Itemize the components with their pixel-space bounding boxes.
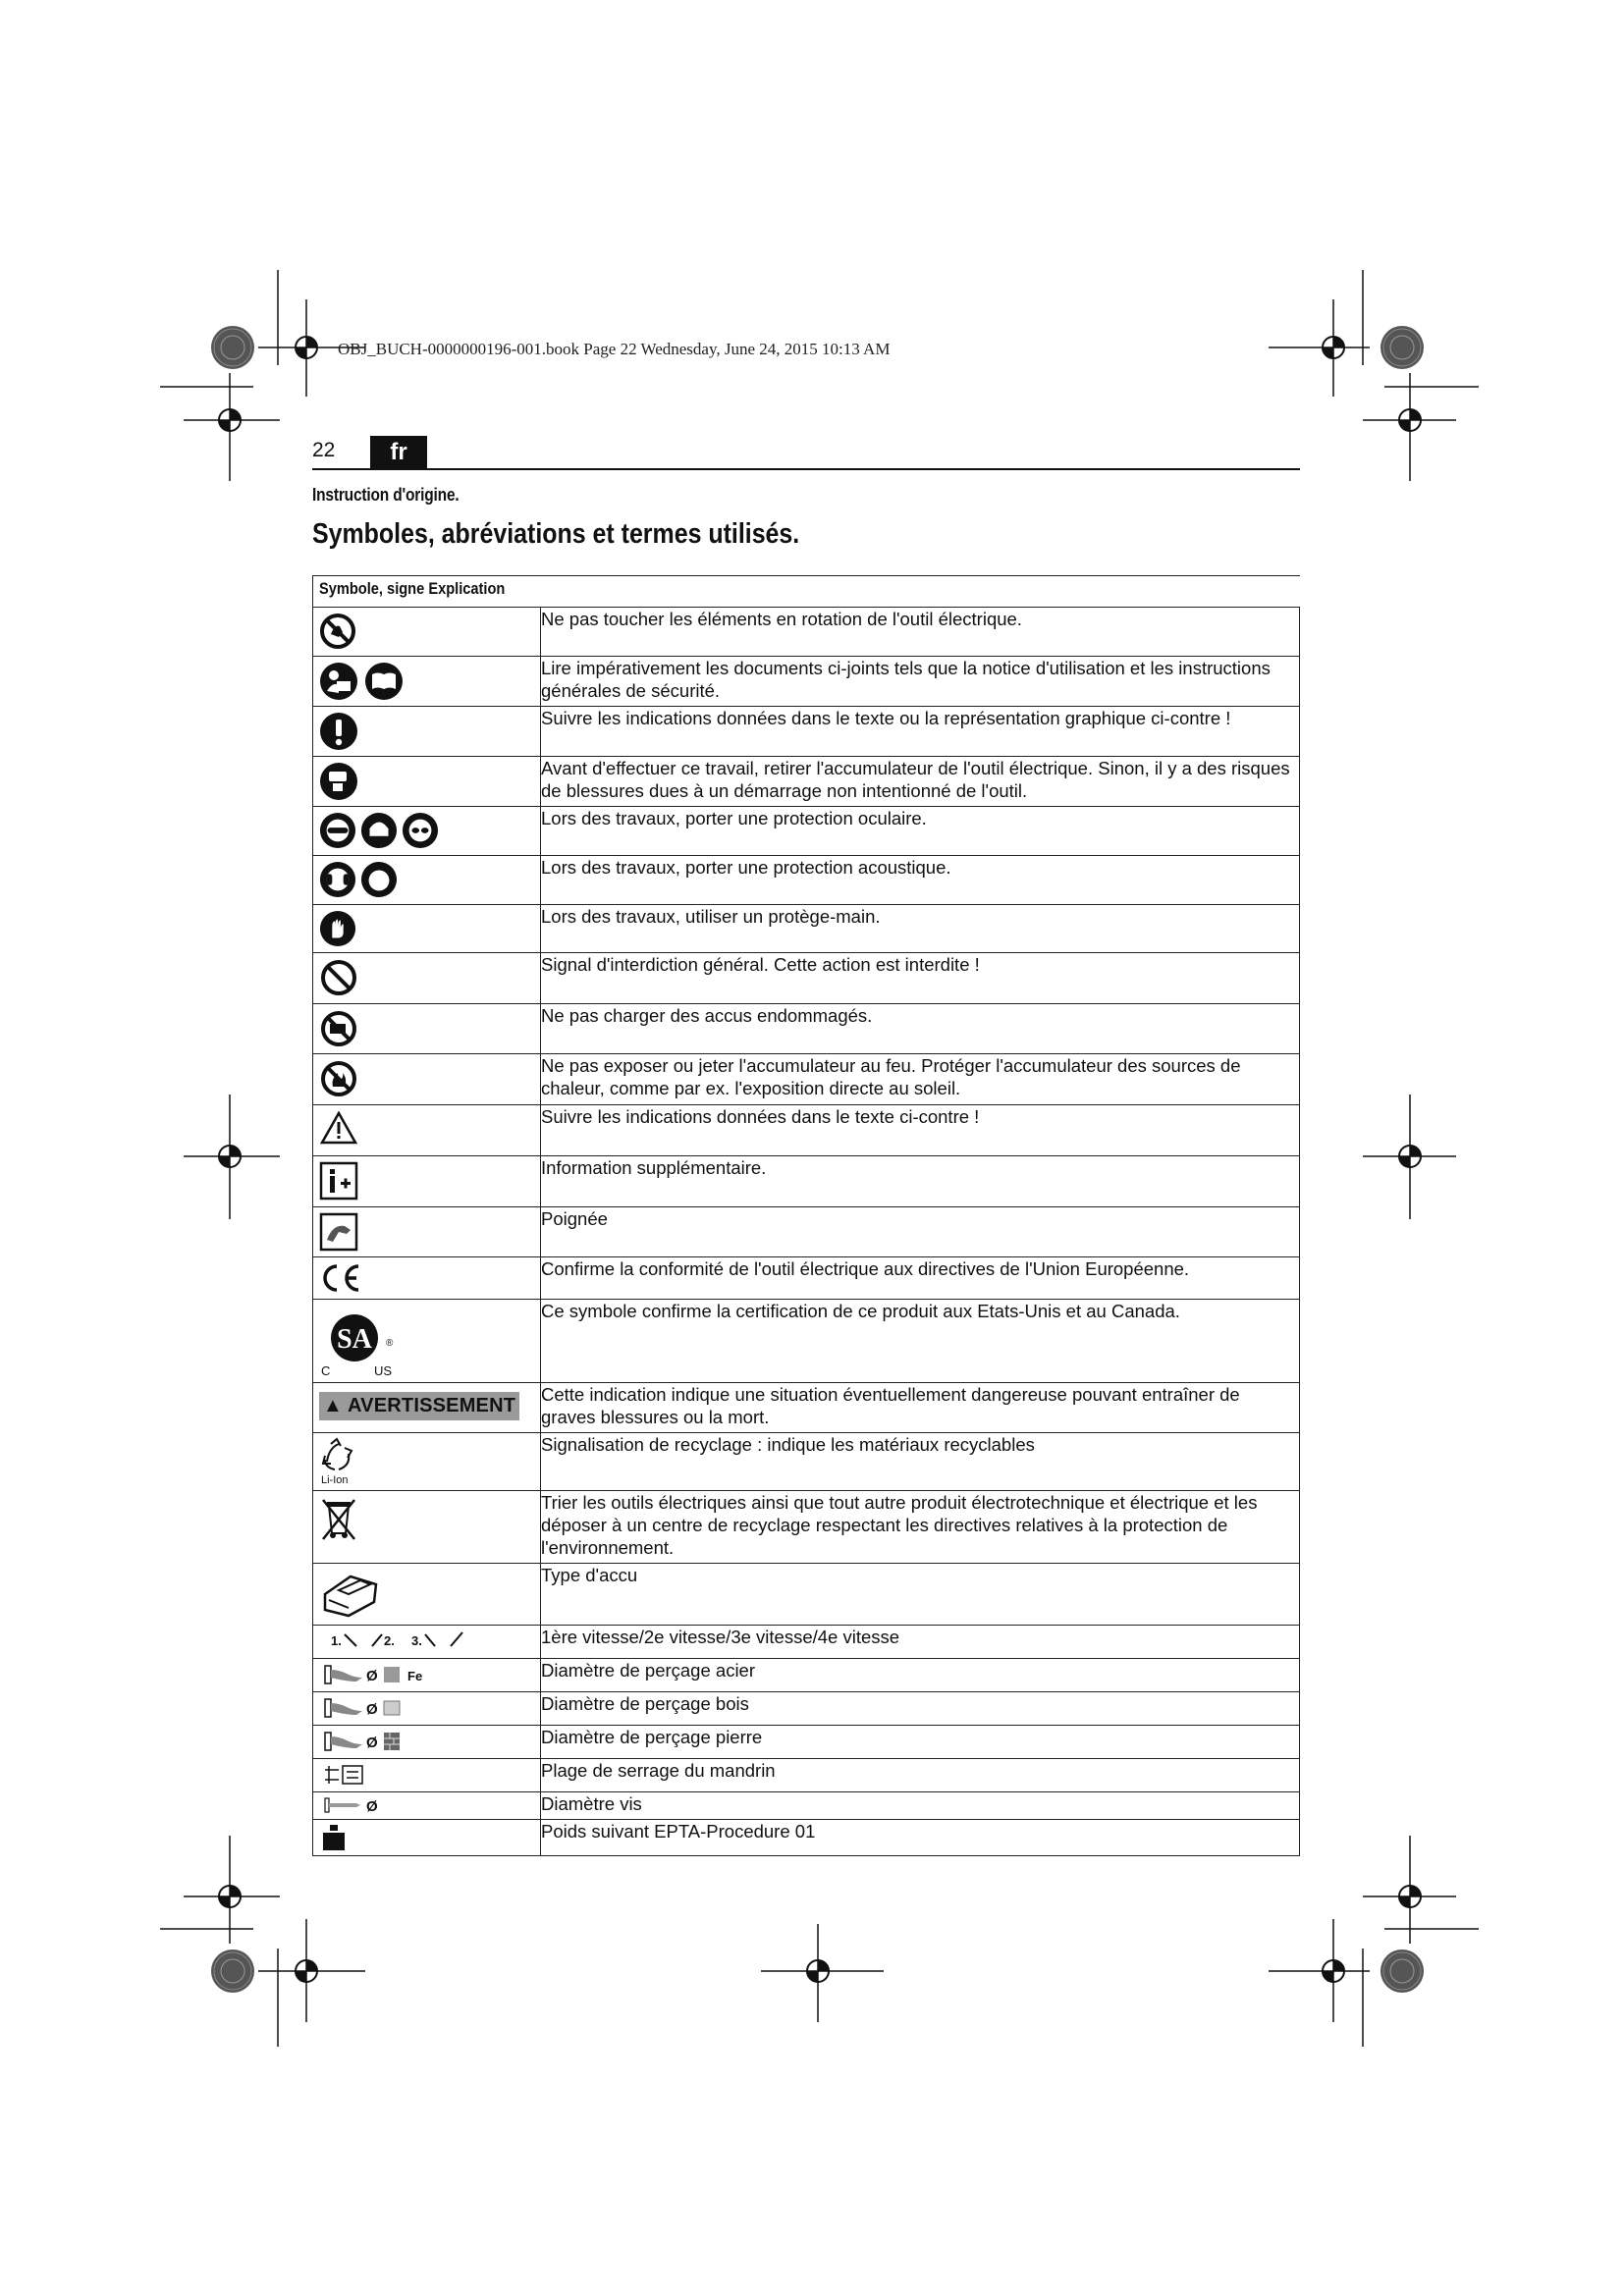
- battery-type-icon: [319, 1569, 382, 1620]
- diam-label: Ø: [366, 1668, 378, 1684]
- table-row: [313, 1004, 1300, 1054]
- table-row: [313, 1792, 1300, 1820]
- drill-wood-icon: [319, 1695, 457, 1721]
- handle-icon: [319, 1212, 358, 1252]
- row-text: Type d'accu: [541, 1564, 1300, 1626]
- svg-text:®: ®: [386, 1338, 394, 1349]
- weee-bin-icon: [319, 1496, 358, 1541]
- diam-label: Ø: [366, 1701, 378, 1718]
- table-row: [313, 1054, 1300, 1105]
- row-text: 1ère vitesse/2e vitesse/3e vitesse/4e vitesse: [541, 1626, 1300, 1659]
- row-text: Diamètre de perçage pierre: [541, 1726, 1300, 1759]
- table-row: [313, 1820, 1300, 1856]
- row-text: Confirme la conformité de l'outil électrique aux directives de l'Union Européenne.: [541, 1257, 1300, 1300]
- row-text: Lors des travaux, utiliser un protège-main.: [541, 905, 1300, 953]
- table-row: [313, 608, 1300, 657]
- csa-us-label: US: [374, 1363, 393, 1377]
- header-symbol: Symbole, signe: [319, 579, 425, 598]
- table-row: [313, 1726, 1300, 1759]
- table-row: [313, 953, 1300, 1004]
- csa-mark-icon: [319, 1305, 407, 1377]
- table-row: [313, 657, 1300, 707]
- row-text: Poignée: [541, 1207, 1300, 1257]
- header-rule: [312, 468, 1300, 470]
- row-text: Diamètre de perçage acier: [541, 1659, 1300, 1692]
- table-row: [313, 1692, 1300, 1726]
- read-manual-icon: [364, 662, 404, 701]
- row-text: Suivre les indications données dans le texte ou la représentation graphique ci-contre !: [541, 707, 1300, 757]
- ear-protection-icon: [319, 861, 356, 898]
- page-title: Symboles, abréviations et termes utilisés.: [312, 518, 800, 550]
- table-row: [313, 1207, 1300, 1257]
- mandatory-exclamation-icon: [319, 712, 358, 751]
- row-text: Poids suivant EPTA-Procedure 01: [541, 1820, 1300, 1856]
- hand-protection-icon: [319, 910, 356, 947]
- fe-label: Fe: [407, 1669, 423, 1683]
- remove-battery-icon: [319, 762, 358, 801]
- screw-diameter-icon: [319, 1794, 398, 1816]
- ce-mark-icon: [319, 1262, 364, 1294]
- row-text: Lors des travaux, porter une protection acoustique.: [541, 856, 1300, 905]
- warning-label: ▲ AVERTISSEMENT: [319, 1392, 519, 1420]
- table-row: [313, 1300, 1300, 1383]
- row-text: Suivre les indications données dans le texte ci-contre !: [541, 1105, 1300, 1156]
- row-text: Diamètre de perçage bois: [541, 1692, 1300, 1726]
- language-badge: fr: [370, 436, 427, 468]
- table-row: [313, 856, 1300, 905]
- table-row: [313, 1257, 1300, 1300]
- prohibition-icon: [319, 958, 358, 997]
- warning-badge-text: AVERTISSEMENT: [348, 1395, 516, 1416]
- no-fire-battery-icon: [319, 1059, 358, 1098]
- row-text: Ne pas exposer ou jeter l'accumulateur au feu. Protéger l'accumulateur des sources de chaleur, comme par ex. l'exposition directe au soleil.: [541, 1054, 1300, 1105]
- table-row: [313, 1105, 1300, 1156]
- diam-label: Ø: [366, 1735, 378, 1751]
- file-info-line: OBJ_BUCH-0000000196-001.book Page 22 Wednesday, June 24, 2015 10:13 AM: [338, 340, 891, 358]
- recycling-li-ion-icon: [319, 1436, 358, 1485]
- weight-icon: [319, 1823, 349, 1852]
- table-header: [313, 576, 1300, 608]
- table-row: [313, 757, 1300, 807]
- no-touch-rotating-icon: [319, 613, 356, 650]
- table-row: [313, 807, 1300, 856]
- row-text: Ce symbole confirme la certification de ce produit aux Etats-Unis et au Canada.: [541, 1300, 1300, 1383]
- svg-text:SA: SA: [337, 1324, 372, 1355]
- row-text: Cette indication indique une situation éventuellement dangereuse pouvant entraîner de graves blessures ou la mort.: [541, 1383, 1300, 1433]
- chuck-range-icon: [319, 1762, 378, 1788]
- row-text: Ne pas toucher les éléments en rotation de l'outil électrique.: [541, 608, 1300, 657]
- table-header-row: [313, 576, 1300, 608]
- row-text: Signal d'interdiction général. Cette action est interdite !: [541, 953, 1300, 1004]
- row-text: Trier les outils électriques ainsi que tout autre produit électrotechnique et électrique et les déposer à un centre de recyclage respectant les directives relatives à la protection de l'environnement.: [541, 1491, 1300, 1564]
- row-text: Signalisation de recyclage : indique les matériaux recyclables: [541, 1433, 1300, 1491]
- info-icon: [319, 1161, 358, 1201]
- speed-3-label: 3.: [411, 1633, 422, 1648]
- speed-1-label: 1.: [331, 1633, 342, 1648]
- goggles-icon: [402, 812, 439, 849]
- diam-label: Ø: [366, 1798, 378, 1815]
- table-row: [313, 707, 1300, 757]
- table-row: [313, 1433, 1300, 1491]
- table-row: [313, 1491, 1300, 1564]
- table-row: [313, 1759, 1300, 1792]
- table-row: [313, 1383, 1300, 1433]
- table-row: [313, 1156, 1300, 1207]
- read-manual-person-icon: [319, 662, 358, 701]
- table-row: [313, 1564, 1300, 1626]
- header-explanation: Explication: [428, 579, 506, 598]
- row-text: Plage de serrage du mandrin: [541, 1759, 1300, 1792]
- speed-2-label: 2.: [384, 1633, 395, 1648]
- face-shield-icon: [360, 812, 398, 849]
- row-text: Avant d'effectuer ce travail, retirer l'accumulateur de l'outil électrique. Sinon, il y a des risques de blessures dues à un démarrage non intentionné de l'outil.: [541, 757, 1300, 807]
- row-text: Information supplémentaire.: [541, 1156, 1300, 1207]
- eye-protection-icon: [319, 812, 356, 849]
- no-charge-damaged-battery-icon: [319, 1009, 358, 1048]
- table-row: [313, 1659, 1300, 1692]
- warning-triangle-icon: [319, 1110, 358, 1146]
- symbol-table: [312, 575, 1300, 1856]
- row-text: Lors des travaux, porter une protection oculaire.: [541, 807, 1300, 856]
- drill-steel-icon: [319, 1662, 457, 1687]
- table-row: [313, 905, 1300, 953]
- drill-stone-icon: [319, 1729, 457, 1754]
- row-text: Ne pas charger des accus endommagés.: [541, 1004, 1300, 1054]
- page-number: 22: [312, 439, 336, 461]
- subtitle: Instruction d'origine.: [312, 485, 460, 505]
- earmuff-icon: [360, 861, 398, 898]
- table-row: [313, 1626, 1300, 1659]
- row-text: Diamètre vis: [541, 1792, 1300, 1820]
- row-text: Lire impérativement les documents ci-joints tels que la notice d'utilisation et les instructions générales de sécurité.: [541, 657, 1300, 707]
- csa-c-label: C: [321, 1363, 331, 1377]
- li-ion-label: Li-Ion: [321, 1474, 349, 1485]
- speed-gears-icon: [319, 1629, 476, 1652]
